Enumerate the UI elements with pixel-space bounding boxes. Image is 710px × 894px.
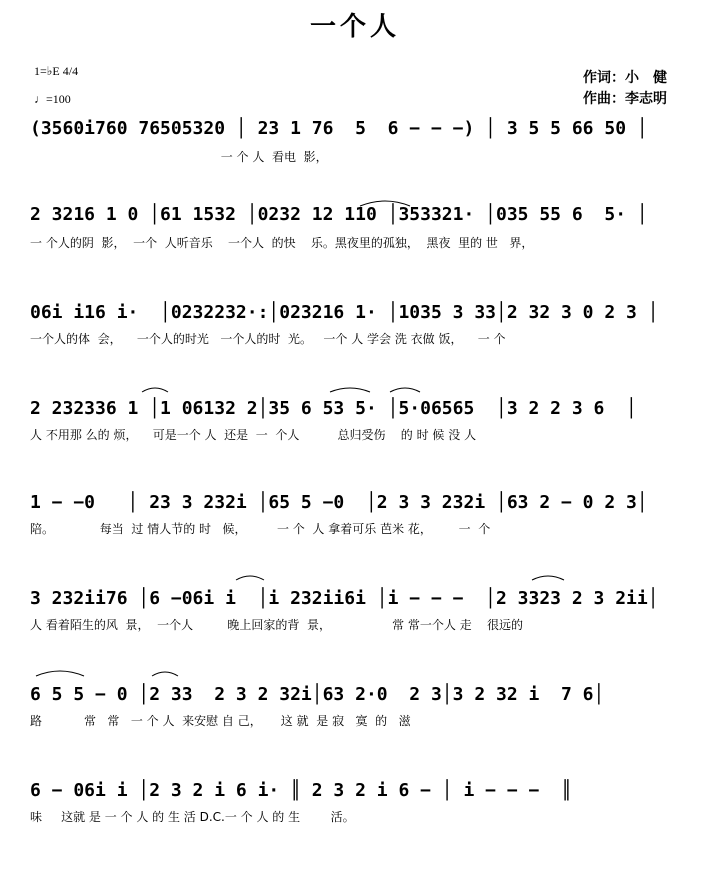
score-line-4-notes: 2 232336 1 │1 06132 2│35 6 53 5· │5·06565 │3 2 2 3 6 │ [30,398,637,419]
score-line-2-lyrics: 一 个人的阴 影， 一个 人听音乐 一个人 的快 乐。黑夜里的孤独， 黑夜 里的 世 界， [30,236,534,250]
key-signature: 1=♭E 4/4 [34,64,79,78]
score-line-4-lyrics: 人 不用那 么的 烦， 可是一个 人 还是 一 个人 总归受伤 的 时 候 没 人 [30,428,477,442]
score-line-8-lyrics: 味 这就 是 一 个 人 的 生 活 D.C.一 个 人 的 生 活。 [30,810,355,824]
score-line-3-lyrics: 一个人的体 会， 一个人的时光 一个人的时 光。 一个 人 学会 洗 衣做 饭， 一 个 [30,332,506,346]
score-line-5-notes: 1 − −0 │ 23 3 232i │65 5 −0 │2 3 3 232i │63 2 − 0 2 3│ [30,492,648,513]
score-line-7-lyrics: 路 常 常 一 个 人 来安慰 自 己， 这 就 是 寂 寞 的 滋 [30,714,411,728]
score-line-6-lyrics: 人 看着陌生的风 景， 一个人 晚上回家的背 景， 常 常一个人 走 很远的 [30,618,523,632]
lyricist-credit: 作词：小 健 [583,70,667,86]
score-line-3-notes: 06i i16 i· │0232232·:│023216 1· │1035 3 33│2 32 3 0 2 3 │ [30,302,659,323]
composer-credit: 作曲：李志明 [583,91,667,107]
tempo-marking: ♩=100 [34,92,71,106]
score-line-5-lyrics: 陪。 每当 过 情人节的 时 候， 一 个 人 拿着可乐 芭米 花， 一 个 [30,522,491,536]
score-line-1-notes: (3560i760 76505320 │ 23 1 76 5 6 − − −) │ 3 5 5 66 50 │ [30,118,648,139]
score-line-2-notes: 2 3216 1 0 │61 1532 │0232 12 110 │353321· │035 55 6 5· │ [30,204,648,225]
score-line-7-notes: 6 5 5 − 0 │2 33 2 3 2 32i│63 2·0 2 3│3 2 32 i 7 6│ [30,684,605,705]
score-line-8-notes: 6 − 06i i │2 3 2 i 6 i· ║ 2 3 2 i 6 − │ i − − − ║ [30,780,572,801]
score-line-1-lyrics: 一 个 人 看电 影， [30,150,328,164]
song-title: 一个人 [309,12,400,42]
score-line-6-notes: 3 232ii76 │6 −06i i │i 232ii6i │i − − − │2 3323 2 3 2ii│ [30,588,659,609]
